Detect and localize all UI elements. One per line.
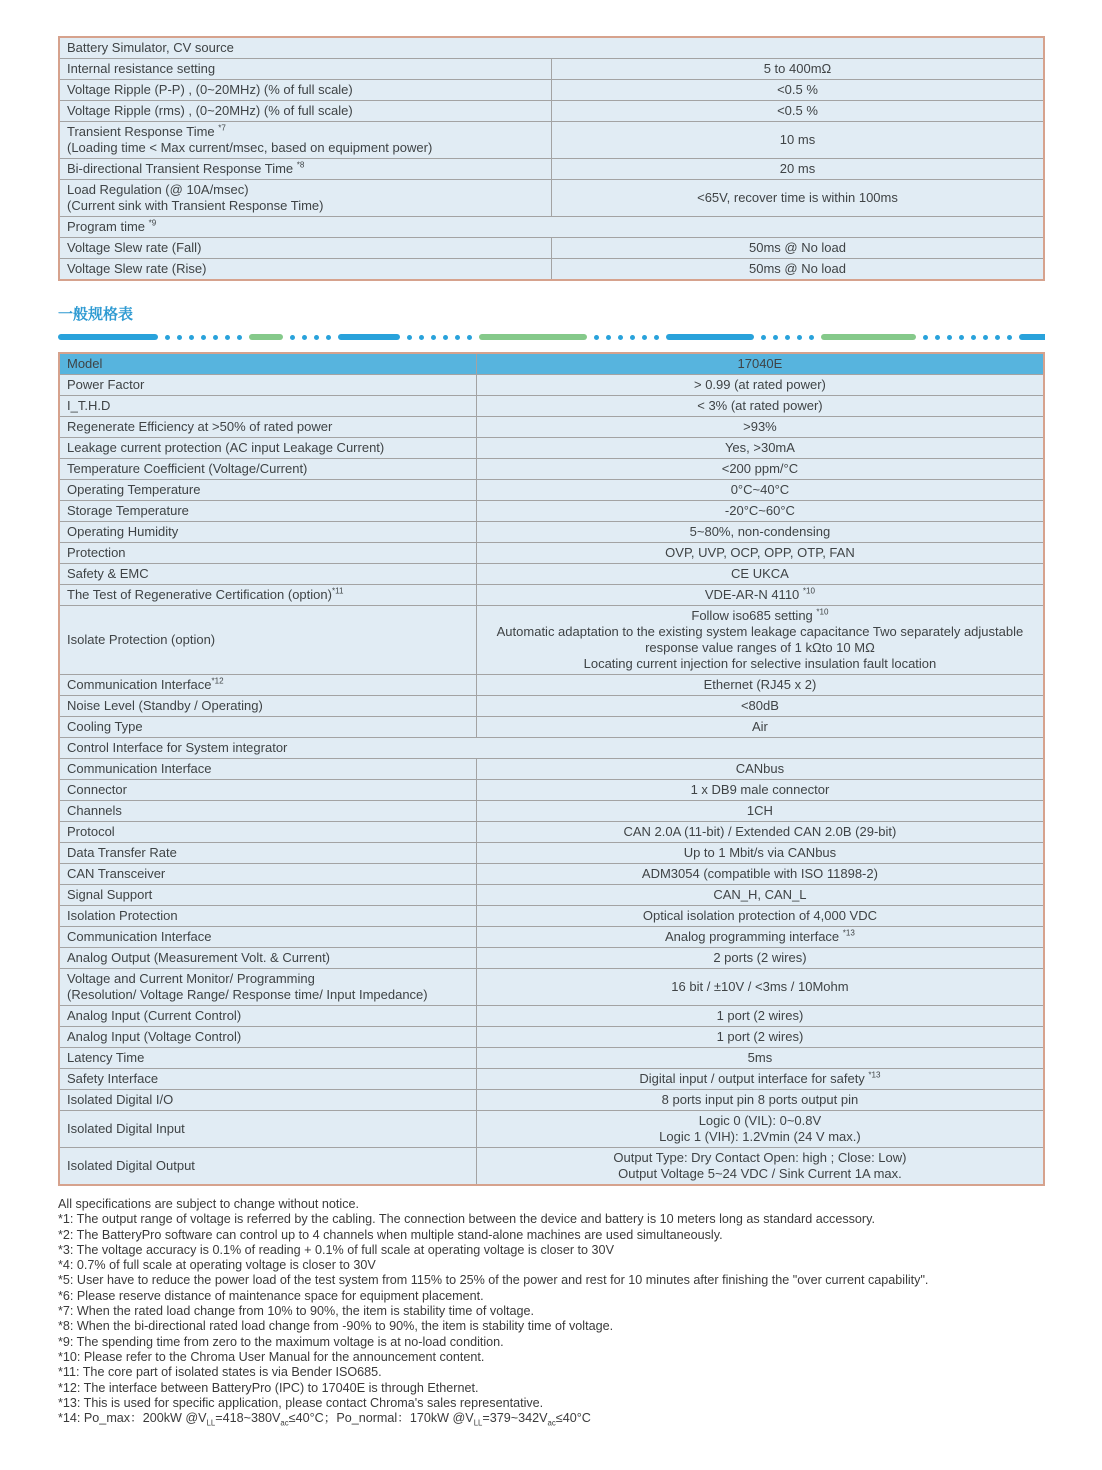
spec-value: 5~80%, non-condensing [476, 522, 1044, 543]
spec-row [59, 159, 1044, 180]
spec-value: <0.5 % [552, 80, 1045, 101]
spec-row [59, 543, 1044, 564]
spec-row [59, 1111, 1044, 1148]
spec-label: Cooling Type [59, 717, 476, 738]
spec-row [59, 1090, 1044, 1111]
divider-dot [959, 335, 964, 340]
divider-dot [213, 335, 218, 340]
spec-value: 50ms @ No load [552, 238, 1045, 259]
divider-dot [797, 335, 802, 340]
divider-dot [971, 335, 976, 340]
divider-dot [606, 335, 611, 340]
spec-label: Protocol [59, 822, 476, 843]
spec-label: Voltage Slew rate (Fall) [59, 238, 552, 259]
spec-value: CE UKCA [476, 564, 1044, 585]
spec-value: Yes, >30mA [476, 438, 1044, 459]
spec-value: <0.5 % [552, 101, 1045, 122]
spec-row [59, 948, 1044, 969]
spec-row [59, 759, 1044, 780]
spec-row [59, 717, 1044, 738]
spec-row [59, 780, 1044, 801]
spec-row [59, 501, 1044, 522]
footnote-line: *11: The core part of isolated states is via Bender ISO685. [58, 1365, 382, 1380]
spec-value: Digital input / output interface for safety $^{*13}$ [476, 1069, 1044, 1090]
spec-value: 50ms @ No load [552, 259, 1045, 281]
table-section-header-row [59, 37, 1044, 59]
spec-value: Analog programming interface $^{*13}$ [476, 927, 1044, 948]
general-spec-table [58, 352, 1045, 1186]
spec-row [59, 885, 1044, 906]
divider-bar [821, 334, 916, 340]
spec-row [59, 1148, 1044, 1186]
table-section-header: Control Interface for System integrator [59, 738, 1044, 759]
spec-row [59, 906, 1044, 927]
spec-value: 8 ports input pin 8 ports output pin [476, 1090, 1044, 1111]
divider-dot [995, 335, 1000, 340]
divider-dot [642, 335, 647, 340]
footnote-line: *9: The spending time from zero to the maximum voltage is at no-load condition. [58, 1334, 504, 1349]
footnotes [58, 1197, 1045, 1426]
divider-dot [594, 335, 599, 340]
spec-label: Protection [59, 543, 476, 564]
footnote-line: All specifications are subject to change without notice. [58, 1197, 360, 1211]
divider-dot [290, 335, 295, 340]
spec-value: CAN 2.0A (11-bit) / Extended CAN 2.0B (29-bit) [476, 822, 1044, 843]
spec-row [59, 606, 1044, 675]
footnote-line: *2: The BatteryPro software can control up to 4 channels when multiple stand-alone machines are used simultaneously. [58, 1227, 723, 1242]
spec-row [59, 59, 1044, 80]
spec-value: 17040E [476, 353, 1044, 375]
spec-label: Internal resistance setting [59, 59, 552, 80]
spec-label: Leakage current protection (AC input Leakage Current) [59, 438, 476, 459]
spec-label: Latency Time [59, 1048, 476, 1069]
footnote-line: *12: The interface between BatteryPro (IPC) to 17040E is through Ethernet. [58, 1380, 479, 1395]
divider-dot [618, 335, 623, 340]
divider-dot [177, 335, 182, 340]
spec-row [59, 417, 1044, 438]
spec-label: Temperature Coefficient (Voltage/Current) [59, 459, 476, 480]
spec-row [59, 259, 1044, 281]
divider-dot [923, 335, 928, 340]
spec-label: Isolate Protection (option) [59, 606, 476, 675]
spec-row [59, 180, 1044, 217]
divider-dot [407, 335, 412, 340]
spec-row [59, 1027, 1044, 1048]
spec-value: OVP, UVP, OCP, OPP, OTP, FAN [476, 543, 1044, 564]
spec-value: 1 port (2 wires) [476, 1027, 1044, 1048]
spec-label: I_T.H.D [59, 396, 476, 417]
spec-label: Load Regulation (@ 10A/msec) (Current sink with Transient Response Time) [59, 180, 552, 217]
footnote-line: *8: When the bi-directional rated load change from -90% to 90%, the item is stability time of voltage. [58, 1319, 614, 1334]
divider-dot [654, 335, 659, 340]
spec-label: Model [59, 353, 476, 375]
spec-value: 16 bit / ±10V / <3ms / 10Mohm [476, 969, 1044, 1006]
spec-label: Communication Interface [59, 927, 476, 948]
divider-dot [761, 335, 766, 340]
spec-row [59, 1006, 1044, 1027]
spec-row [59, 585, 1044, 606]
spec-label: Data Transfer Rate [59, 843, 476, 864]
spec-value: CANbus [476, 759, 1044, 780]
spec-value: <80dB [476, 696, 1044, 717]
divider-dot [773, 335, 778, 340]
divider-dot [467, 335, 472, 340]
spec-row [59, 80, 1044, 101]
divider-dot [225, 335, 230, 340]
divider-dot [326, 335, 331, 340]
spec-row [59, 1069, 1044, 1090]
spec-row [59, 122, 1044, 159]
table-section-header-row [59, 738, 1044, 759]
divider-dot [165, 335, 170, 340]
table-section-header: Battery Simulator, CV source [59, 37, 1044, 59]
divider-dot [201, 335, 206, 340]
spec-row [59, 843, 1044, 864]
divider-dot [443, 335, 448, 340]
spec-row [59, 238, 1044, 259]
spec-row [59, 801, 1044, 822]
divider-dot [455, 335, 460, 340]
spec-value: 2 ports (2 wires) [476, 948, 1044, 969]
footnote-line: *7: When the rated load change from 10% to 90%, the item is stability time of voltage. [58, 1304, 535, 1319]
spec-label: Storage Temperature [59, 501, 476, 522]
spec-row [59, 522, 1044, 543]
spec-value: Up to 1 Mbit/s via CANbus [476, 843, 1044, 864]
divider-dot [947, 335, 952, 340]
spec-label: Noise Level (Standby / Operating) [59, 696, 476, 717]
divider-bar [1019, 334, 1045, 340]
spec-value: 1 x DB9 male connector [476, 780, 1044, 801]
spec-value: > 0.99 (at rated power) [476, 375, 1044, 396]
spec-label: Voltage Slew rate (Rise) [59, 259, 552, 281]
divider-bar [249, 334, 283, 340]
spec-label: Signal Support [59, 885, 476, 906]
spec-value: Logic 0 (VIL): 0~0.8V Logic 1 (VIH): 1.2Vmin (24 V max.) [476, 1111, 1044, 1148]
divider-dot [314, 335, 319, 340]
spec-label: Voltage Ripple (P-P) , (0~20MHz) (% of full scale) [59, 80, 552, 101]
spec-value: Output Type: Dry Contact Open: high ; Close: Low) Output Voltage 5~24 VDC / Sink Current 1A max. [476, 1148, 1044, 1186]
spec-value: 1 port (2 wires) [476, 1006, 1044, 1027]
spec-row [59, 864, 1044, 885]
spec-value: < 3% (at rated power) [476, 396, 1044, 417]
battery-simulator-table [58, 36, 1045, 281]
spec-value: 5 to 400mΩ [552, 59, 1045, 80]
divider-bar [338, 334, 400, 340]
spec-value: Follow iso685 setting $^{*10}$ Automatic adaptation to the existing system leakage capacitance Two separately adjustable response value ranges of 1 kΩto 10 MΩ Locating current injection for selective insulation fault location [476, 606, 1044, 675]
spec-row [59, 822, 1044, 843]
spec-label: Transient Response Time $^{*7}$ (Loading time < Max current/msec, based on equipment power) [59, 122, 552, 159]
spec-row [59, 927, 1044, 948]
spec-label: Program time $^{*9}$ [59, 217, 1044, 238]
spec-value: 1CH [476, 801, 1044, 822]
spec-label: Communication Interface$^{*12}$ [59, 675, 476, 696]
spec-row [59, 217, 1044, 238]
spec-row [59, 564, 1044, 585]
spec-label: Bi-directional Transient Response Time $^{*8}$ [59, 159, 552, 180]
spec-value: <65V, recover time is within 100ms [552, 180, 1045, 217]
spec-row [59, 396, 1044, 417]
spec-row [59, 438, 1044, 459]
spec-row [59, 675, 1044, 696]
divider-dot [630, 335, 635, 340]
spec-label: Communication Interface [59, 759, 476, 780]
spec-value: ADM3054 (compatible with ISO 11898-2) [476, 864, 1044, 885]
spec-row [59, 969, 1044, 1006]
spec-row [59, 1048, 1044, 1069]
spec-value: 10 ms [552, 122, 1045, 159]
spec-label: Analog Input (Current Control) [59, 1006, 476, 1027]
spec-label: Isolated Digital Output [59, 1148, 476, 1186]
spec-row [59, 696, 1044, 717]
spec-label: Isolated Digital Input [59, 1111, 476, 1148]
divider-bar [479, 334, 587, 340]
spec-label: Operating Temperature [59, 480, 476, 501]
divider-dot [785, 335, 790, 340]
spec-label: Regenerate Efficiency at >50% of rated power [59, 417, 476, 438]
divider-dot [935, 335, 940, 340]
spec-label: Voltage Ripple (rms) , (0~20MHz) (% of full scale) [59, 101, 552, 122]
footnote-line: *3: The voltage accuracy is 0.1% of reading + 0.1% of full scale at operating voltage is closer to 30V [58, 1242, 614, 1257]
table-section-header-row [59, 353, 1044, 375]
spec-label: Isolation Protection [59, 906, 476, 927]
divider-dot [809, 335, 814, 340]
footnote-line: *1: The output range of voltage is referred by the cabling. The connection between the device and battery is 10 meters long as standard accessory. [58, 1212, 875, 1227]
divider-bar [58, 334, 158, 340]
divider-dot [419, 335, 424, 340]
footnote-line: *13: This is used for specific application, please contact Chroma's sales representative. [58, 1395, 544, 1410]
divider-dot [431, 335, 436, 340]
footnote-line: *5: User have to reduce the power load of the test system from 115% to 25% of the power and rest for 10 minutes after finishing the "over current capability". [58, 1273, 929, 1288]
spec-label: Channels [59, 801, 476, 822]
divider-bar [666, 334, 754, 340]
footnote-line: *10: Please refer to the Chroma User Manual for the announcement content. [58, 1349, 485, 1364]
spec-row [59, 375, 1044, 396]
spec-value: Optical isolation protection of 4,000 VDC [476, 906, 1044, 927]
footnote-line: *4: 0.7% of full scale at operating voltage is closer to 30V [58, 1258, 376, 1273]
spec-value: Ethernet (RJ45 x 2) [476, 675, 1044, 696]
spec-label: Voltage and Current Monitor/ Programming (Resolution/ Voltage Range/ Response time/ Input Impedance) [59, 969, 476, 1006]
spec-label: Safety & EMC [59, 564, 476, 585]
footnote-line: *14: Po_max：200kW $@V_{LL}=418\sim 380V_{ac}\le 40^\circ C$；Po_normal：170kW $@V_{LL}=379\sim 342V_{ac}\le 40^\circ C$ [58, 1411, 591, 1428]
spec-value: -20°C~60°C [476, 501, 1044, 522]
spec-label: Power Factor [59, 375, 476, 396]
section-divider [58, 333, 1045, 341]
section-title: 一般规格表 [58, 306, 134, 323]
spec-label: Connector [59, 780, 476, 801]
spec-value: 5ms [476, 1048, 1044, 1069]
spec-value: CAN_H, CAN_L [476, 885, 1044, 906]
spec-label: Analog Output (Measurement Volt. & Current) [59, 948, 476, 969]
spec-value: <200 ppm/°C [476, 459, 1044, 480]
spec-value: Air [476, 717, 1044, 738]
footnote-line: *6: Please reserve distance of maintenance space for equipment placement. [58, 1288, 484, 1303]
divider-dot [189, 335, 194, 340]
spec-label: Isolated Digital I/O [59, 1090, 476, 1111]
spec-value: >93% [476, 417, 1044, 438]
spec-label: The Test of Regenerative Certification (option)$^{*11}$ [59, 585, 476, 606]
spec-label: Operating Humidity [59, 522, 476, 543]
spec-row [59, 101, 1044, 122]
divider-dot [983, 335, 988, 340]
spec-value: 0°C~40°C [476, 480, 1044, 501]
divider-dot [237, 335, 242, 340]
spec-value: VDE-AR-N 4110 $^{*10}$ [476, 585, 1044, 606]
spec-label: Analog Input (Voltage Control) [59, 1027, 476, 1048]
spec-label: Safety Interface [59, 1069, 476, 1090]
spec-row [59, 480, 1044, 501]
spec-row [59, 459, 1044, 480]
spec-label: CAN Transceiver [59, 864, 476, 885]
divider-dot [1007, 335, 1012, 340]
divider-dot [302, 335, 307, 340]
spec-value: 20 ms [552, 159, 1045, 180]
